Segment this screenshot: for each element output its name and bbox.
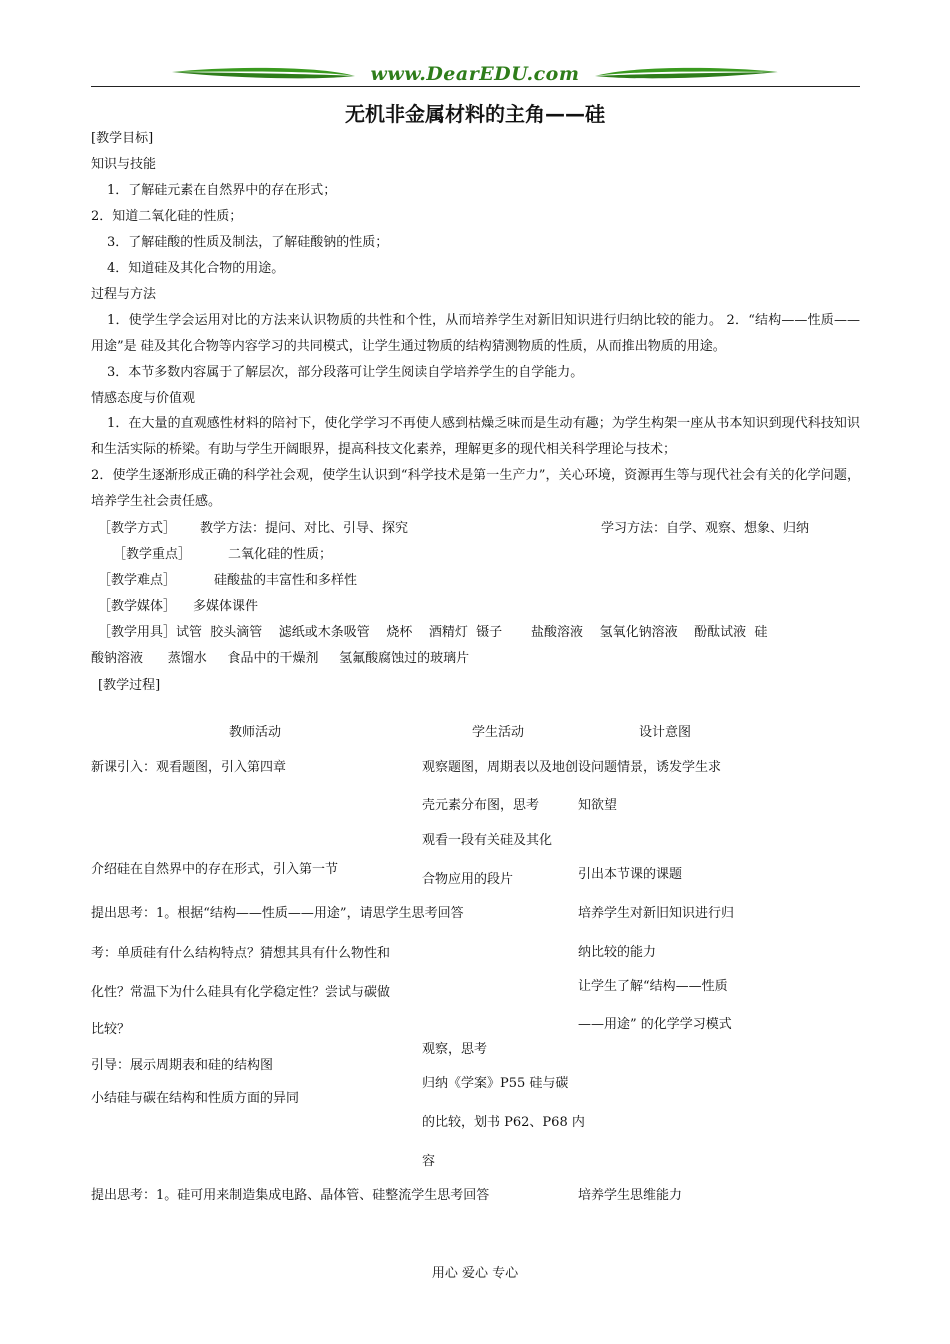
focus-value: 二氧化硅的性质； — [228, 547, 333, 562]
tools-line — [98, 625, 767, 641]
knowledge-item: 2．知道二氧化硅的性质； — [91, 209, 243, 224]
knowledge-item: 1．了解硅元素在自然界中的存在形式； — [107, 183, 337, 198]
learning-method: 学习方法：自学、观察、想象、归纳 — [601, 521, 810, 536]
page-title: 无机非金属材料的主角——硅 — [345, 102, 605, 126]
emotion-paragraph: 2．使学生逐渐形成正确的科学社会观，使学生认识到“科学技术是第一生产力”，关心环境，资源再生等与现代社会有关的化学问题，培养学生社会责任感。 — [91, 468, 860, 509]
tools-list: 试管 胶头滴管 滤纸或木条吸管 烧杯 酒精灯 镊子 盐酸溶液 氢氧化钠溶液 酚酞试液 硅 — [176, 625, 768, 640]
difficulty-label: ［教学难点］ — [98, 573, 177, 588]
knowledge-item: 4．知道硅及其化合物的用途。 — [107, 261, 285, 276]
goals-heading: [教学目标] — [91, 131, 154, 146]
process-section-heading: [教学过程] — [98, 678, 161, 693]
teacher-activity: 引导：展示周期表和硅的结构图 — [91, 1058, 274, 1073]
design-intent: 引出本节课的课题 — [578, 867, 683, 882]
student-activity: 观察，思考 — [422, 1042, 488, 1057]
student-activity: 观看一段有关硅及其化 — [422, 833, 553, 848]
logo-text: www.DearEDU.com — [370, 63, 580, 85]
design-intent: 培养学生思维能力 — [578, 1188, 683, 1203]
difficulty-value: 硅酸盐的丰富性和多样性 — [214, 573, 358, 588]
header-logo — [170, 62, 780, 88]
teacher-activity: 考：单质硅有什么结构特点？猜想其具有什么物性和 — [91, 946, 391, 961]
page-footer: 用心 爱心 专心 — [431, 1266, 519, 1281]
knowledge-item: 3．了解硅酸的性质及制法，了解硅酸钠的性质； — [107, 235, 389, 250]
column-header-intent: 设计意图 — [639, 725, 692, 740]
process-paragraph: 1．使学生学会运用对比的方法来认识物质的共性和个性，从而培养学生对新旧知识进行归纳比较的能力。 2．“结构——性质——用途”是 硅及其化合物等内容学习的共同模式，让学生通过物质的结构猜测物质的性质，从而推出物质的用途。 — [91, 313, 860, 354]
column-header-student: 学生活动 — [472, 725, 525, 740]
teacher-activity: 提出思考：1。根据“结构——性质——用途”，请思学生思考回答 — [91, 906, 464, 921]
tools-label: ［教学用具］ — [98, 625, 177, 640]
design-intent: 纳比较的能力 — [578, 945, 657, 960]
media-value: 多媒体课件 — [193, 599, 259, 614]
design-intent: 知欲望 — [578, 798, 618, 813]
process-heading: 过程与方法 — [91, 287, 157, 302]
header-rule — [91, 86, 860, 87]
focus-label: ［教学重点］ — [113, 547, 192, 562]
teacher-activity: 提出思考：1。硅可用来制造集成电路、晶体管、硅整流学生思考回答 — [91, 1188, 490, 1203]
teacher-activity: 比较？ — [91, 1022, 131, 1037]
emotion-paragraph: 1．在大量的直观感性材料的陪衬下，使化学学习不再使人感到枯燥乏味而是生动有趣；为学生构架一座从书本知识到现代科技知识和生活实际的桥梁。有助与学生开阔眼界，提高科技文化素养，理解更多的现代相关科学理论与技术； — [91, 416, 860, 457]
teacher-activity: 化性？常温下为什么硅具有化学稳定性？尝试与碳做 — [91, 985, 391, 1000]
student-activity: 的比较，划书 P62、P68 内 — [422, 1115, 585, 1130]
student-activity: 合物应用的段片 — [422, 872, 514, 887]
student-activity: 壳元素分布图，思考 — [422, 798, 540, 813]
student-activity: 观察题图，周期表以及地创设问题情景，诱发学生求 — [422, 760, 722, 775]
design-intent: 让学生了解“结构——性质 — [578, 979, 728, 994]
process-paragraph: 3．本节多数内容属于了解层次，部分段落可让学生阅读自学培养学生的自学能力。 — [107, 365, 584, 380]
column-header-teacher: 教师活动 — [229, 725, 282, 740]
design-intent: 培养学生对新旧知识进行归 — [578, 906, 735, 921]
teacher-activity: 介绍硅在自然界中的存在形式，引入第一节 — [91, 862, 339, 877]
tools-list-continued: 酸钠溶液 蒸馏水 食品中的干燥剂 氢氟酸腐蚀过的玻璃片 — [91, 651, 470, 666]
design-intent: ——用途” 的化学学习模式 — [578, 1017, 732, 1032]
teacher-activity: 小结硅与碳在结构和性质方面的异同 — [91, 1091, 300, 1106]
teaching-method: 教学方法：提问、对比、引导、探究 — [200, 521, 409, 536]
student-activity: 归纳《学案》P55 硅与碳 — [422, 1076, 569, 1091]
media-label: ［教学媒体］ — [98, 599, 177, 614]
student-activity: 容 — [422, 1154, 436, 1169]
method-label: ［教学方式］ — [98, 521, 177, 536]
knowledge-heading: 知识与技能 — [91, 157, 157, 172]
teacher-activity: 新课引入：观看题图，引入第四章 — [91, 760, 287, 775]
emotion-heading: 情感态度与价值观 — [91, 391, 196, 406]
